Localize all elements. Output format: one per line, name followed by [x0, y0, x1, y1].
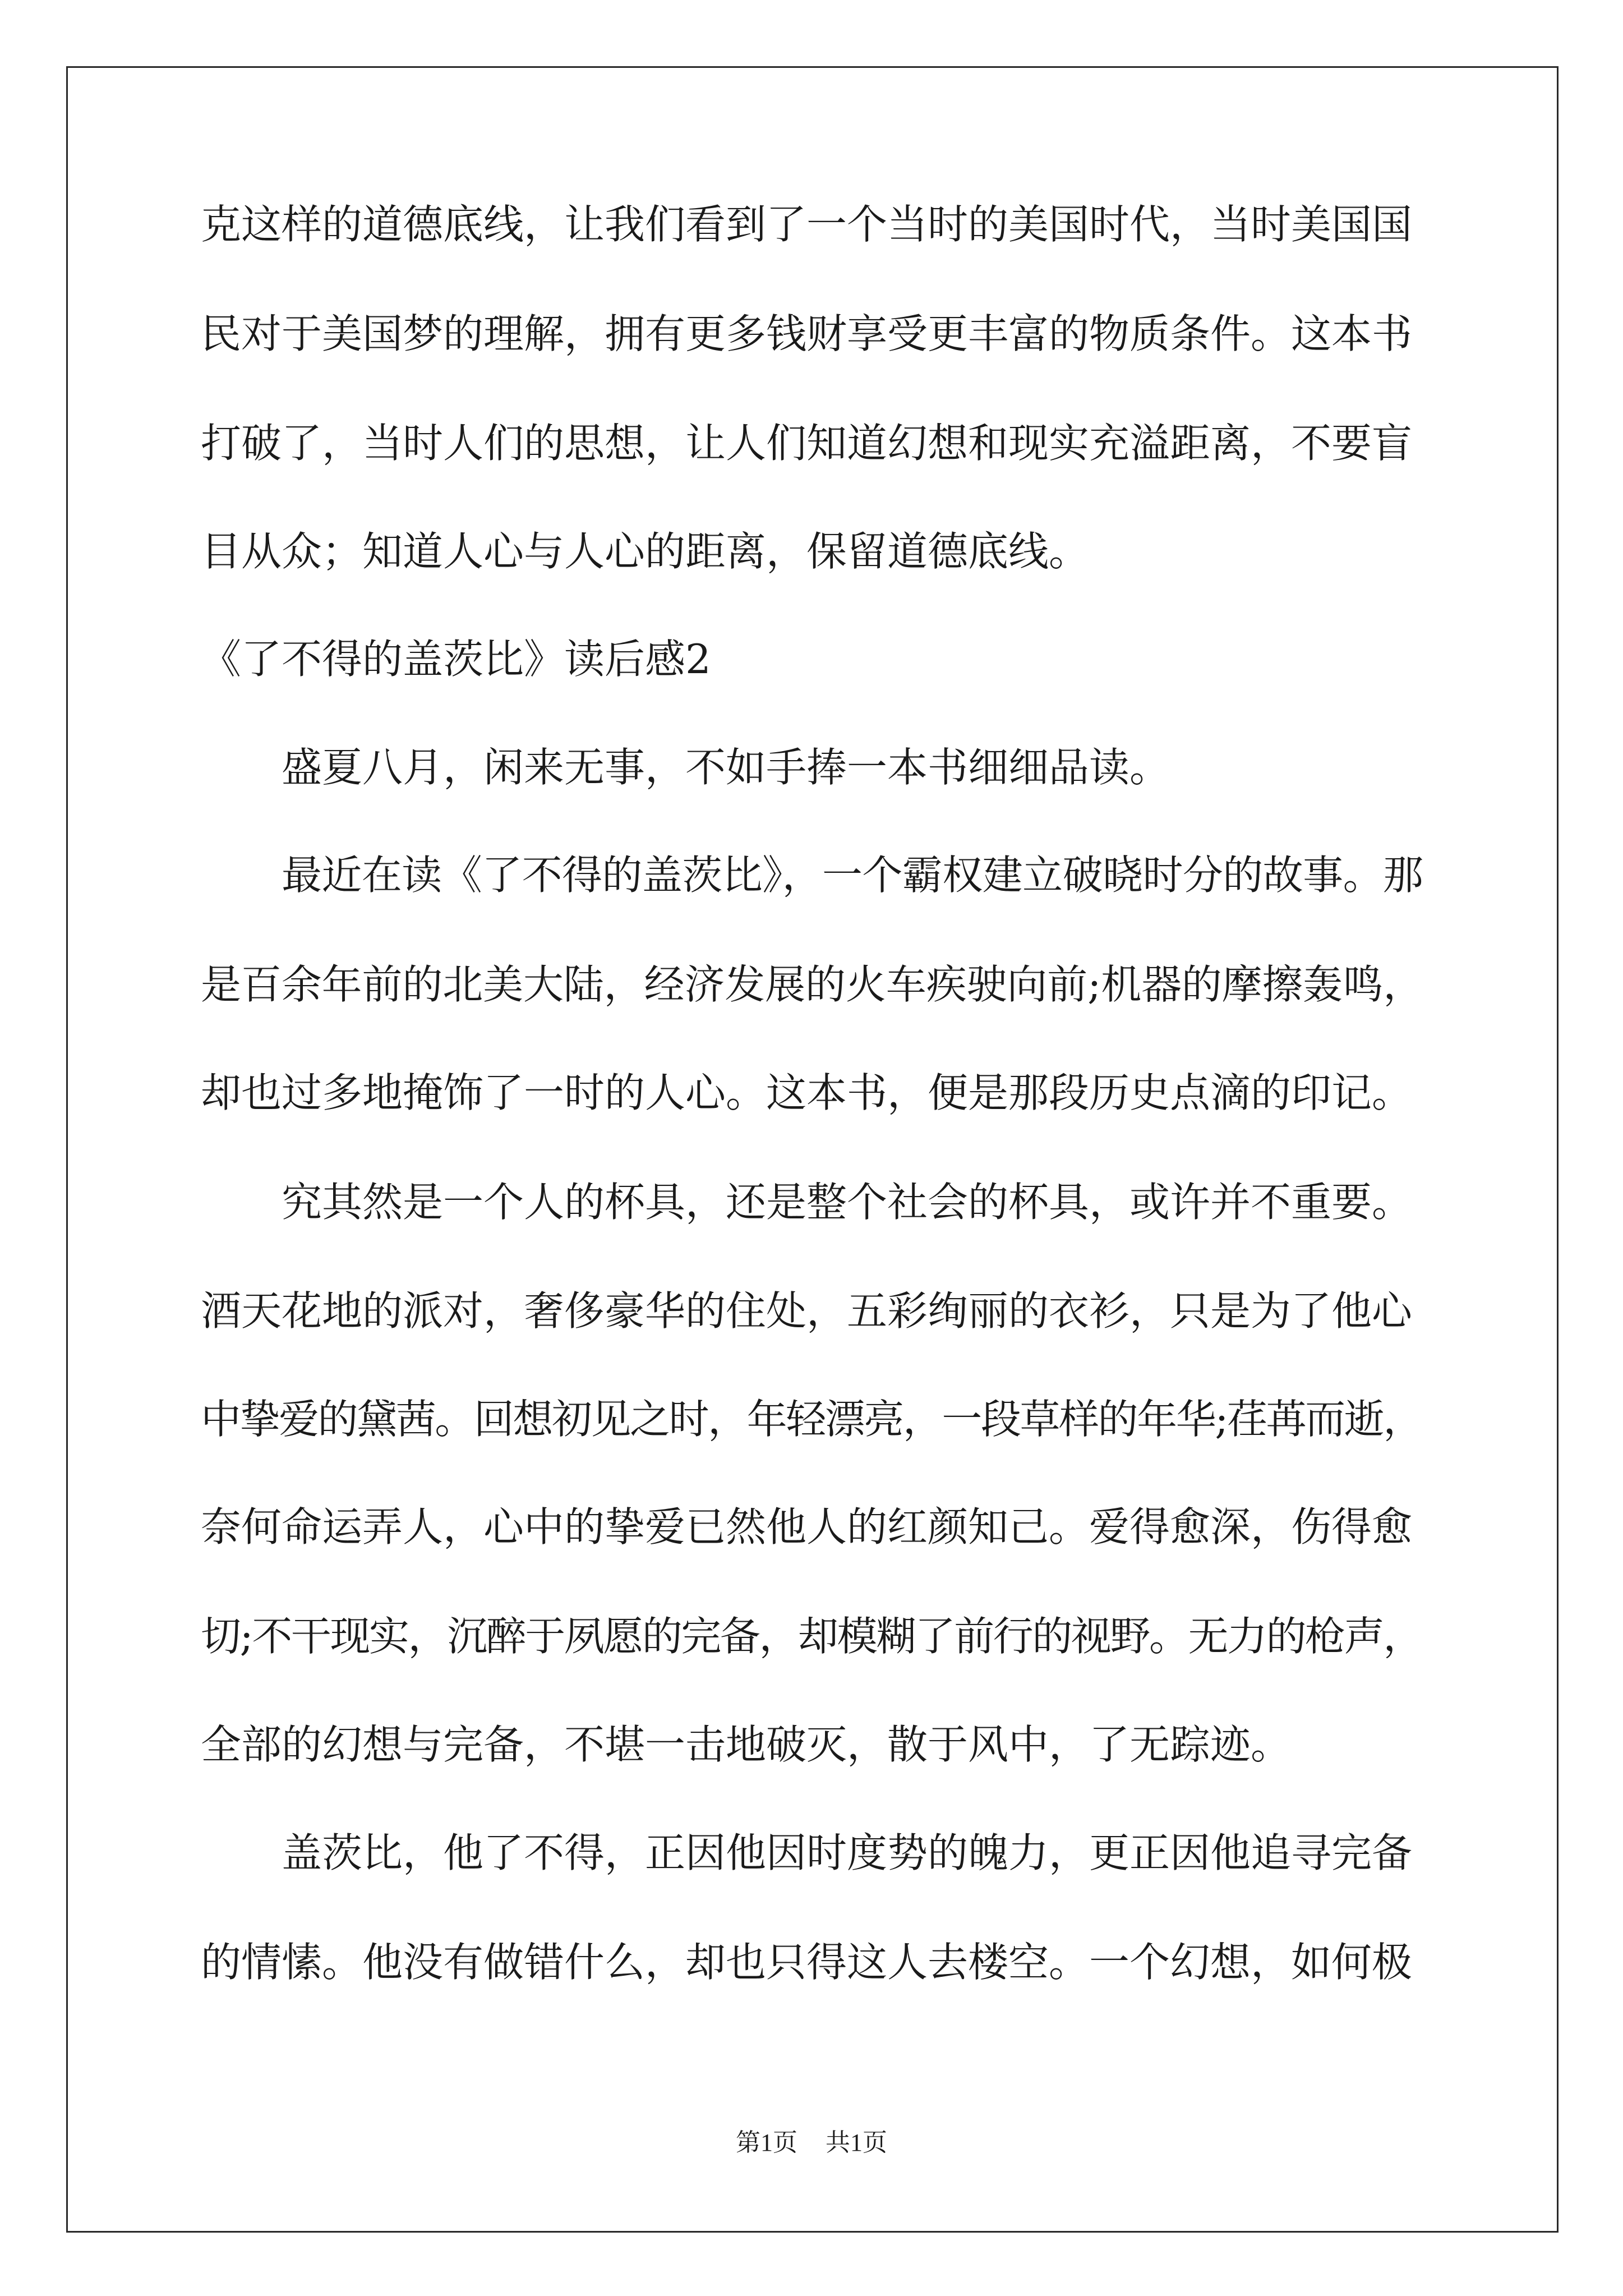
- text-line: 切;不干现实，沉醉于夙愿的完备，却模糊了前行的视野。无力的枪声，: [201, 1613, 1422, 1660]
- text-line: 最近在读《了不得的盖茨比》，一个霸权建立破晓时分的故事。那: [282, 852, 1423, 899]
- text-line: 究其然是一个人的杯具，还是整个社会的杯具，或许并不重要。: [282, 1179, 1413, 1226]
- text-line: 是百余年前的北美大陆，经济发展的火车疾驶向前;机器的摩擦轰鸣，: [201, 961, 1423, 1008]
- text-line: 打破了，当时人们的思想，让人们知道幻想和现实充溢距离，不要盲: [201, 420, 1413, 467]
- text-line: 民对于美国梦的理解，拥有更多钱财享受更丰富的物质条件。这本书: [201, 310, 1413, 357]
- text-line: 奈何命运弄人，心中的挚爱已然他人的红颜知己。爱得愈深，伤得愈: [201, 1503, 1413, 1550]
- text-line: 酒天花地的派对，奢侈豪华的住处，五彩绚丽的衣衫，只是为了他心: [201, 1287, 1413, 1335]
- text-line: 却也过多地掩饰了一时的人心。这本书，便是那段历史点滴的印记。: [201, 1069, 1413, 1116]
- text-line: 盛夏八月，闲来无事，不如手捧一本书细细品读。: [282, 744, 1170, 791]
- page-border: [66, 66, 1559, 2233]
- text-line: 中挚爱的黛茜。回想初见之时，年轻漂亮，一段草样的年华;荏苒而逝，: [201, 1396, 1422, 1443]
- text-line: 盖茨比，他了不得，正因他因时度势的魄力，更正因他追寻完备: [282, 1829, 1413, 1876]
- page-total: 共1页: [826, 2129, 887, 2156]
- text-line: 目从众；知道人心与人心的距离，保留道德底线。: [201, 528, 1090, 575]
- page-footer: [0, 2126, 1623, 2160]
- text-line: 克这样的道德底线，让我们看到了一个当时的美国时代，当时美国国: [201, 201, 1413, 248]
- text-line: 全部的幻想与完备，不堪一击地破灭，散于风中，了无踪迹。: [201, 1721, 1292, 1768]
- section-heading: 《了不得的盖茨比》读后感2: [201, 636, 711, 683]
- page-number: 第1页: [736, 2129, 797, 2156]
- text-line: 的情愫。他没有做错什么，却也只得这人去楼空。一个幻想，如何极: [201, 1939, 1413, 1986]
